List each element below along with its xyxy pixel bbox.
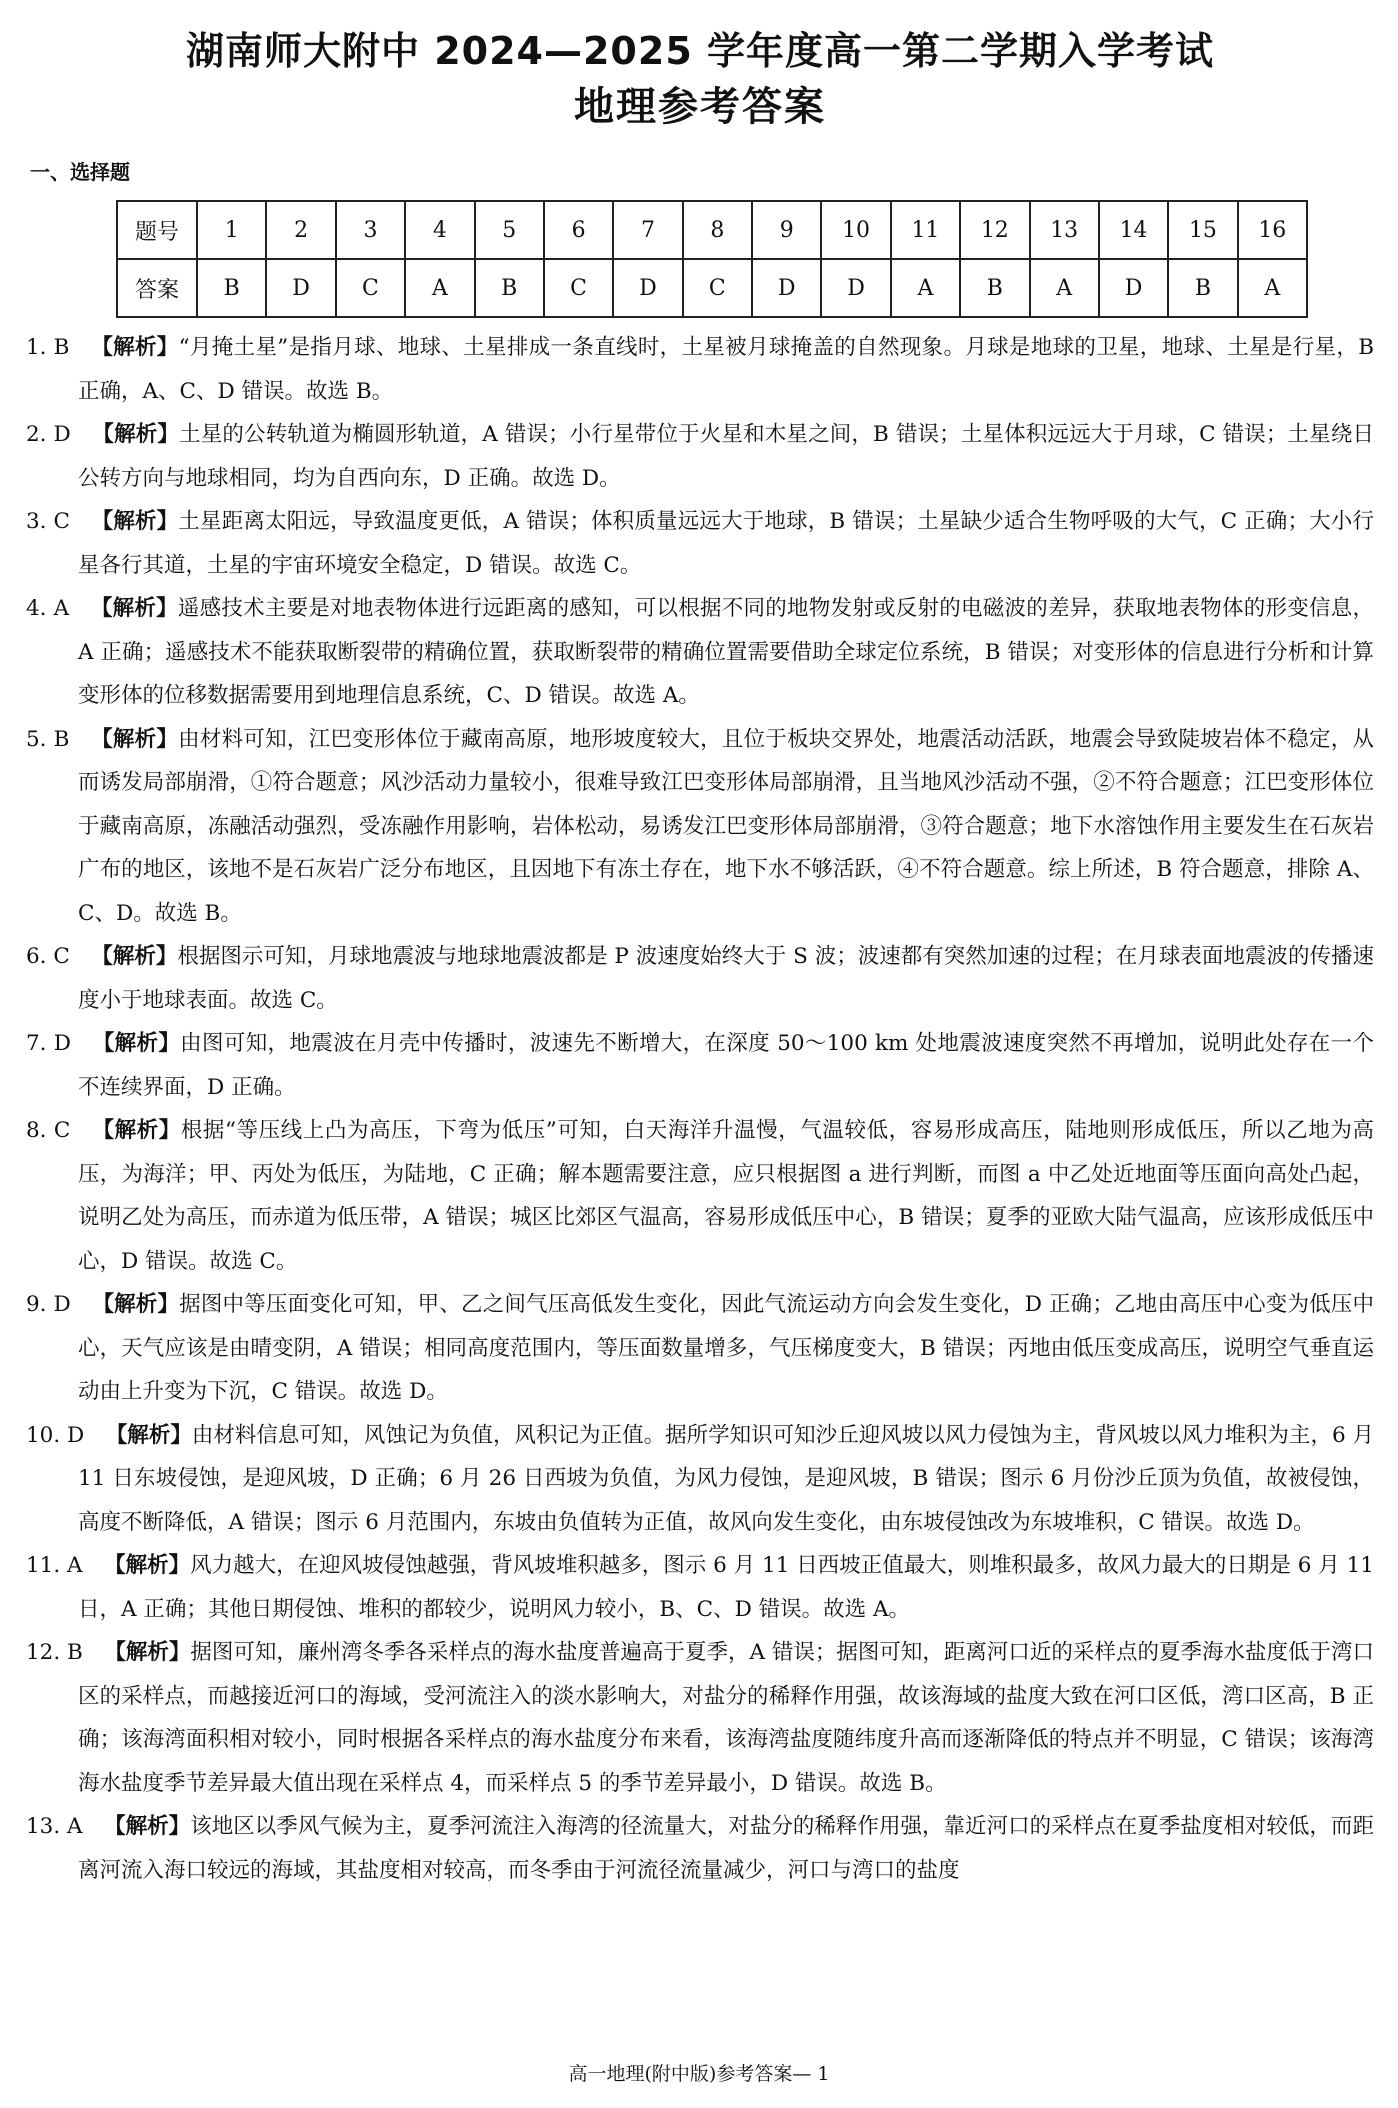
answer-cell: B (960, 259, 1029, 317)
answer-cell: D (266, 259, 335, 317)
explanation-text: 该地区以季风气候为主，夏季河流注入海湾的径流量大，对盐分的稀释作用强，靠近河口的采样点在夏季盐度相对较低，而距离河流入海口较远的海域，其盐度相对较高，而冬季由于河流径流量减少，河口与湾口的盐度 (78, 1814, 1374, 1883)
answer-cell: D (1099, 259, 1168, 317)
document-subtitle: 地理参考答案 (574, 84, 826, 130)
explanation-text: 根据图示可知，月球地震波与地球地震波都是 P 波速度始终大于 S 波；波速都有突然加速的过程；在月球表面地震波的传播速度小于地球表面。故选 C。 (78, 944, 1374, 1013)
answer-cell: A (1238, 259, 1307, 317)
answer-cell: C (336, 259, 405, 317)
answer-cell: D (821, 259, 890, 317)
question-number-cell: 1 (197, 201, 266, 259)
question-number-cell: 15 (1168, 201, 1237, 259)
answer-cell: A (1030, 259, 1099, 317)
explanation-text: 根据“等压线上凸为高压，下弯为低压”可知，白天海洋升温慢，气温较低，容易形成高压，陆地则形成低压，所以乙地为高压，为海洋；甲、丙处为低压，为陆地，C 正确；解本题需要注意，应只根据图 a 进行判断，而图 a 中乙处近地面等压面向高处凸起，说明乙处为高压，而赤道为低压带，A 错误；城区比郊区气温高，容易形成低压中心，B 错误；夏季的亚欧大陆气温高，应该形成低压中心，D 错误。故选 C。 (78, 1118, 1374, 1274)
analysis-tag: 【解析】 (104, 1814, 191, 1839)
explanation-text: 土星的公转轨道为椭圆形轨道，A 错误；小行星带位于火星和木星之间，B 错误；土星体积远远大于月球，C 错误；土星绕日公转方向与地球相同，均为自西向东，D 正确。故选 D。 (78, 422, 1374, 491)
question-label: 9. D (26, 1292, 71, 1317)
explanation-text: 由材料信息可知，风蚀记为负值，风积记为正值。据所学知识可知沙丘迎风坡以风力侵蚀为主，背风坡以风力堆积为主，6 月 11 日东坡侵蚀，是迎风坡，D 正确；6 月 26 日西坡为负值，为风力侵蚀，是迎风坡，B 错误；图示 6 月份沙丘顶为负值，故被侵蚀，高度不断降低，A 错误；图示 6 月范围内，东坡由负值转为正值，故风向发生变化，由东坡侵蚀改为东坡堆积，C 错误。故选 D。 (78, 1422, 1374, 1535)
explanation-text: “月掩土星”是指月球、地球、土星排成一条直线时，土星被月球掩盖的自然现象。月球是地球的卫星，地球、土星是行星，B 正确，A、C、D 错误。故选 B。 (78, 335, 1374, 404)
question-label: 2. D (26, 422, 71, 447)
explanation-item (26, 413, 1374, 500)
question-number-cell: 10 (821, 201, 890, 259)
question-number-cell: 6 (544, 201, 613, 259)
analysis-tag: 【解析】 (91, 944, 178, 969)
explanation-item (26, 935, 1374, 1022)
page-footer: 高一地理(附中版)参考答案— 1 (568, 2063, 830, 2085)
explanation-list (26, 326, 1374, 1892)
explanation-text: 由图可知，地震波在月壳中传播时，波速先不断增大，在深度 50～100 km 处地震波速度突然不再增加，说明此处存在一个不连续界面，D 正确。 (78, 1031, 1374, 1100)
analysis-tag: 【解析】 (104, 1640, 191, 1665)
analysis-tag: 【解析】 (90, 335, 179, 360)
analysis-tag: 【解析】 (92, 1292, 180, 1317)
explanation-item (26, 718, 1374, 936)
analysis-tag: 【解析】 (92, 422, 180, 447)
answer-cell: C (544, 259, 613, 317)
explanation-item (26, 1109, 1374, 1283)
question-number-cell: 5 (475, 201, 544, 259)
question-label: 4. A (26, 596, 70, 621)
row-label-answers: 答案 (117, 259, 197, 317)
explanation-text: 土星距离太阳远，导致温度更低，A 错误；体积质量远远大于地球，B 错误；土星缺少适合生物呼吸的大气，C 正确；大小行星各行其道，土星的宇宙环境安全稳定，D 错误。故选 C。 (78, 509, 1374, 578)
analysis-tag: 【解析】 (92, 1031, 181, 1056)
question-label: 12. B (26, 1640, 83, 1665)
answer-cell: A (405, 259, 474, 317)
explanation-item (26, 1283, 1374, 1414)
document-title: 湖南师大附中 2024—2025 学年度高一第二学期入学考试 (186, 29, 1214, 73)
question-number-cell: 13 (1030, 201, 1099, 259)
answer-cell: B (1168, 259, 1237, 317)
analysis-tag: 【解析】 (91, 1118, 181, 1143)
question-number-cell: 7 (613, 201, 682, 259)
explanation-item (26, 1631, 1374, 1805)
question-label: 11. A (26, 1553, 83, 1578)
analysis-tag: 【解析】 (90, 726, 179, 752)
question-label: 10. D (26, 1422, 85, 1448)
analysis-tag: 【解析】 (104, 1553, 191, 1578)
explanation-item (26, 1414, 1374, 1545)
answer-table (116, 200, 1308, 318)
question-number-cell: 14 (1099, 201, 1168, 259)
analysis-tag: 【解析】 (105, 1422, 192, 1448)
answer-cell: B (475, 259, 544, 317)
analysis-tag: 【解析】 (91, 509, 179, 534)
explanation-text: 据图中等压面变化可知，甲、乙之间气压高低发生变化，因此气流运动方向会发生变化，D 正确；乙地由高压中心变为低压中心，天气应该是由晴变阴，A 错误；相同高度范围内，等压面数量增多，气压梯度变大，B 错误；丙地由低压变成高压，说明空气垂直运动由上升变为下沉，C 错误。故选 D。 (78, 1292, 1374, 1404)
question-label: 3. C (26, 509, 70, 534)
answer-cell: B (197, 259, 266, 317)
question-label: 6. C (26, 944, 70, 969)
question-number-cell: 9 (752, 201, 821, 259)
explanation-text: 由材料可知，江巴变形体位于藏南高原，地形坡度较大，且位于板块交界处，地震活动活跃，地震会导致陡坡岩体不稳定，从而诱发局部崩滑，①符合题意；风沙活动力量较小，很难导致江巴变形体局部崩滑，且当地风沙活动不强，②不符合题意；江巴变形体位于藏南高原，冻融活动强烈，受冻融作用影响，岩体松动，易诱发江巴变形体局部崩滑，③符合题意；地下水溶蚀作用主要发生在石灰岩广布的地区，该地不是石灰岩广泛分布地区，且因地下有冻土存在，地下水不够活跃，④不符合题意。综上所述，B 符合题意，排除 A、C、D。故选 B。 (78, 726, 1374, 926)
explanation-text: 据图可知，廉州湾冬季各采样点的海水盐度普遍高于夏季，A 错误；据图可知，距离河口近的采样点的夏季海水盐度低于湾口区的采样点，而越接近河口的海域，受河流注入的淡水影响大，对盐分的稀释作用强，故该海域的盐度大致在河口区低，湾口区高，B 正确；该海湾面积相对较小，同时根据各采样点的海水盐度分布来看，该海湾盐度随纬度升高而逐渐降低的特点并不明显，C 错误；该海湾海水盐度季节差异最大值出现在采样点 4，而采样点 5 的季节差异最小，D 错误。故选 B。 (78, 1640, 1374, 1796)
explanation-item (26, 1022, 1374, 1109)
answer-cell: A (891, 259, 960, 317)
analysis-tag: 【解析】 (90, 596, 178, 621)
question-number-cell: 3 (336, 201, 405, 259)
question-label: 7. D (26, 1031, 71, 1056)
question-number-cell: 11 (891, 201, 960, 259)
answer-cell: C (683, 259, 752, 317)
explanation-item (26, 326, 1374, 413)
question-label: 5. B (26, 726, 70, 752)
question-number-cell: 8 (683, 201, 752, 259)
question-label: 1. B (26, 335, 70, 360)
question-number-cell: 16 (1238, 201, 1307, 259)
explanation-text: 遥感技术主要是对地表物体进行远距离的感知，可以根据不同的地物发射或反射的电磁波的差异，获取地表物体的形变信息，A 正确；遥感技术不能获取断裂带的精确位置，获取断裂带的精确位置需要借助全球定位系统，B 错误；对变形体的信息进行分析和计算变形体的位移数据需要用到地理信息系统，C、D 错误。故选 A。 (78, 596, 1374, 708)
question-number-cell: 12 (960, 201, 1029, 259)
question-label: 13. A (26, 1814, 83, 1839)
explanation-item (26, 587, 1374, 718)
question-number-row (117, 201, 1307, 259)
explanation-item (26, 1544, 1374, 1631)
explanation-text: 风力越大，在迎风坡侵蚀越强，背风坡堆积越多，图示 6 月 11 日西坡正值最大，则堆积最多，故风力最大的日期是 6 月 11 日，A 正确；其他日期侵蚀、堆积的都较少，说明风力较小，B、C、D 错误。故选 A。 (78, 1553, 1374, 1622)
question-number-cell: 4 (405, 201, 474, 259)
answer-cell: D (752, 259, 821, 317)
explanation-item (26, 1805, 1374, 1892)
question-label: 8. C (26, 1118, 71, 1143)
answer-cell: D (613, 259, 682, 317)
question-number-cell: 2 (266, 201, 335, 259)
answer-row (117, 259, 1307, 317)
explanation-item (26, 500, 1374, 587)
section-heading: 一、选择题 (30, 160, 130, 184)
row-label-numbers: 题号 (117, 201, 197, 259)
